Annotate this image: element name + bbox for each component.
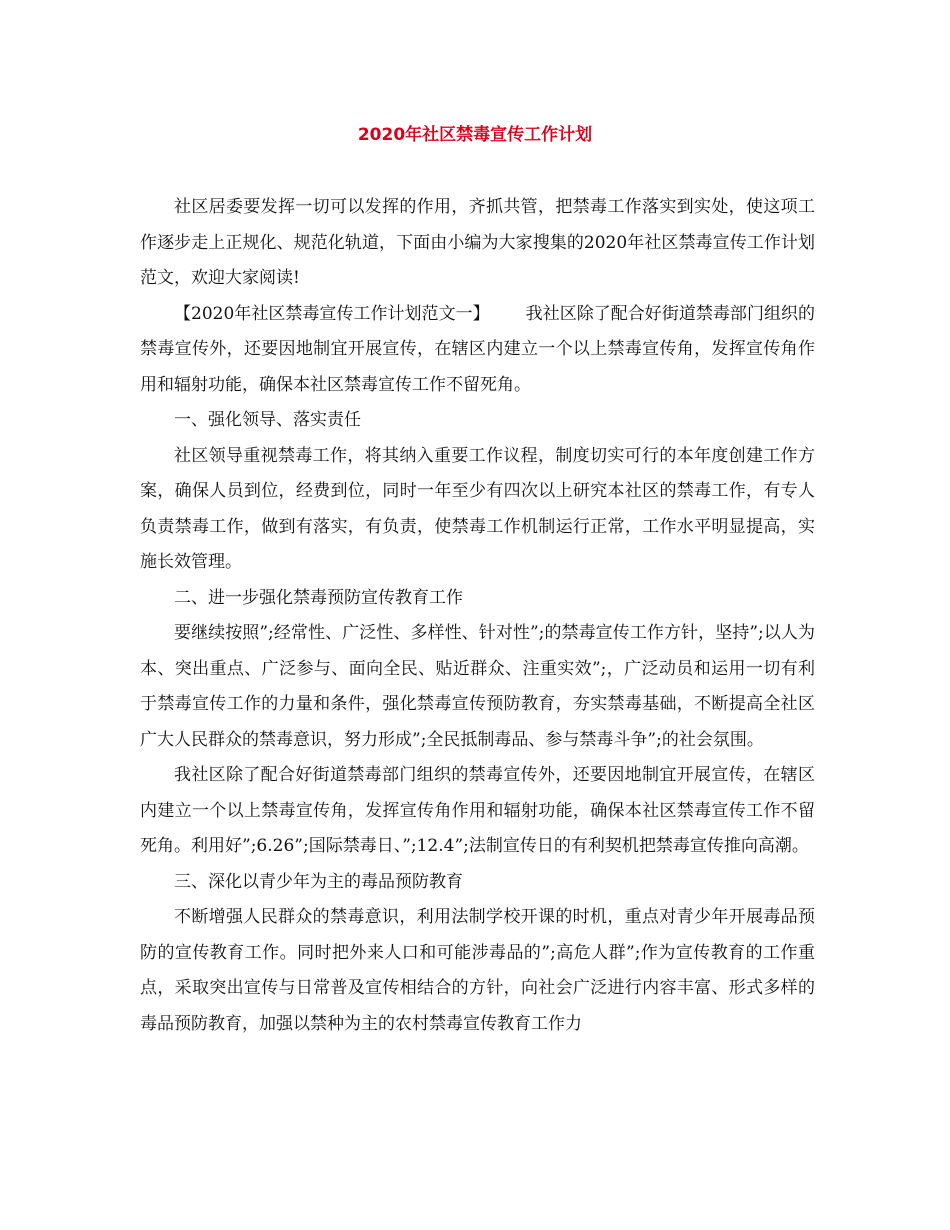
sample-text: 我社区除了配合好街道禁毒部门组织的禁毒宣传外，还要因地制宜开展宣传，在辖区内建立一个以上禁毒宣传角，发挥宣传角作用和辐射功能，确保本社区禁毒宣传工作不留死角。 <box>140 303 816 395</box>
section-2-paragraph-1: 要继续按照”;经常性、广泛性、多样性、针对性”;的禁毒宣传工作方针，坚持”;以人为本、突出重点、广泛参与、面向全民、贴近群众、注重实效”;，广泛动员和运用一切有利于禁毒宣传工作的力量和条件，强化禁毒宣传预防教育，夯实禁毒基础，不断提高全社区广大人民群众的禁毒意识，努力形成”;全民抵制毒品、参与禁毒斗争”;的社会氛围。 <box>140 623 815 750</box>
section-2-paragraph-2: 我社区除了配合好街道禁毒部门组织的禁毒宣传外，还要因地制宜开展宣传，在辖区内建立一个以上禁毒宣传角，发挥宣传角作用和辐射功能，确保本社区禁毒宣传工作不留死角。利用好”;6.26”;国际禁毒日、”;12.4”;法制宣传日的有利契机把禁毒宣传推向高潮。 <box>140 765 815 856</box>
intro-paragraph: 社区居委要发挥一切可以发挥的作用，齐抓共管，把禁毒工作落实到实处，使这项工作逐步走上正规化、规范化轨道，下面由小编为大家搜集的2020年社区禁毒宣传工作计划范文，欢迎大家阅读! <box>140 197 815 288</box>
section-1-paragraph: 社区领导重视禁毒工作，将其纳入重要工作议程，制度切实可行的本年度创建工作方案，确保人员到位，经费到位，同时一年至少有四次以上研究本社区的禁毒工作，有专人负责禁毒工作，做到有落实，有负责，使禁毒工作机制运行正常，工作水平明显提高，实施长效管理。 <box>140 445 815 572</box>
document-body <box>140 190 815 1042</box>
section-3-paragraph: 不断增强人民群众的禁毒意识，利用法制学校开课的时机，重点对青少年开展毒品预防的宣传教育工作。同时把外来人口和可能涉毒品的”;高危人群”;作为宣传教育的工作重点，采取突出宣传与日常普及宣传相结合的方针，向社会广泛进行内容丰富、形式多样的毒品预防教育，加强以禁种为主的农村禁毒宣传教育工作力 <box>140 907 815 1034</box>
section-heading-2: 二、进一步强化禁毒预防宣传教育工作 <box>174 587 463 608</box>
section-heading-1: 一、强化领导、落实责任 <box>174 410 361 430</box>
document-title: 2020年社区禁毒宣传工作计划 <box>357 125 593 145</box>
sample-paragraph <box>140 297 815 404</box>
section-heading-3: 三、深化以青少年为主的毒品预防教育 <box>174 871 463 892</box>
sample-label: 【2020年社区禁毒宣传工作计划范文一】 <box>174 303 490 324</box>
